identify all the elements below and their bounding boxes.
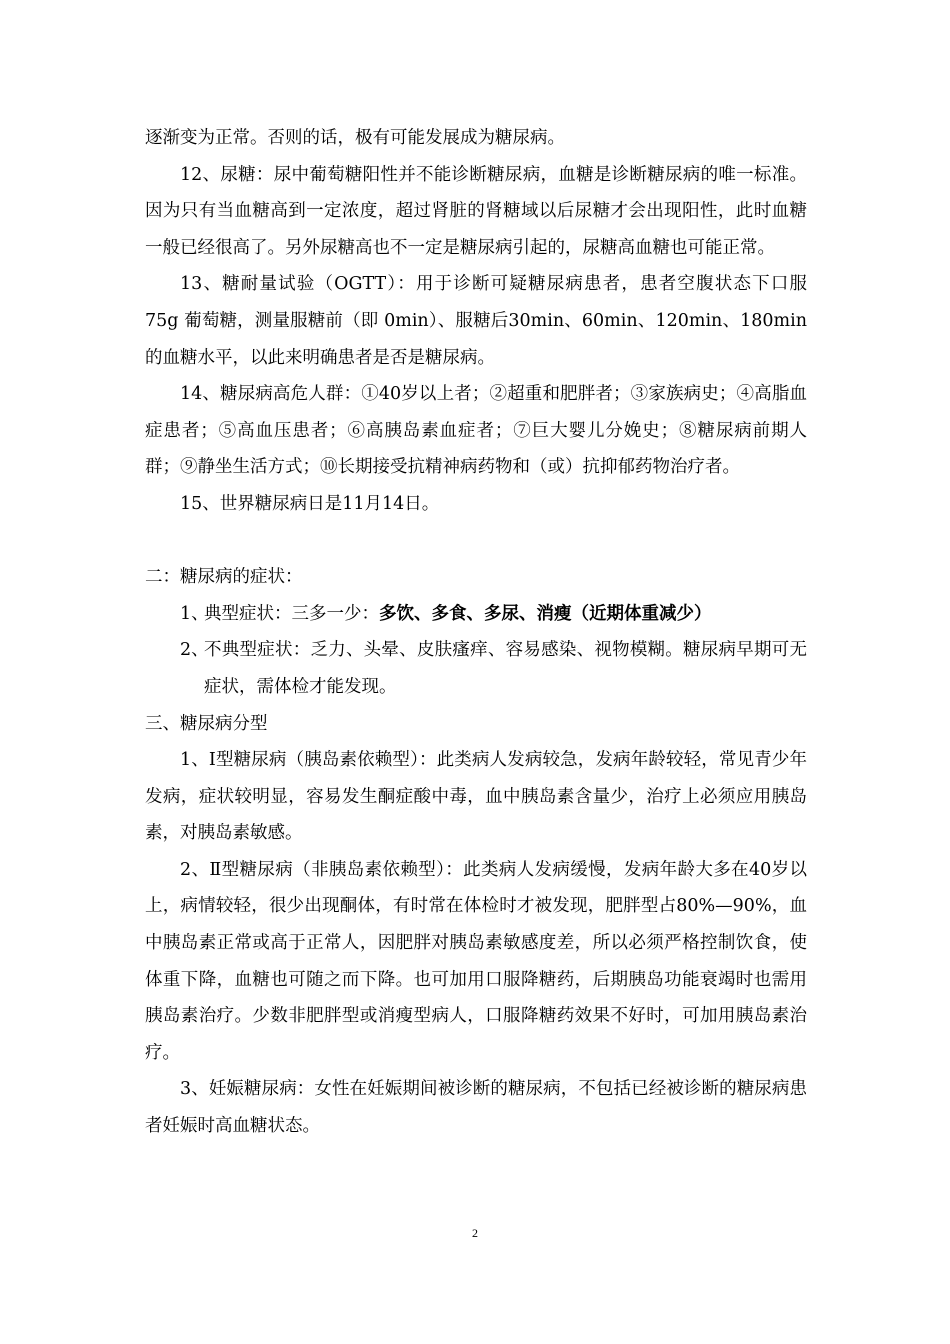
symptom-text: 不典型症状：乏力、头晕、皮肤瘙痒、容易感染、视物模糊。糖尿病早期可无症状，需体检才能发现。 bbox=[204, 640, 807, 697]
symptom-item-typical bbox=[145, 596, 807, 633]
list-number: 1、 bbox=[180, 603, 209, 624]
symptom-label: 典型症状：三多一少： bbox=[204, 603, 379, 624]
section-heading-types: 三、糖尿病分型 bbox=[145, 713, 268, 734]
symptom-item-atypical bbox=[145, 632, 807, 705]
list-number: 2、 bbox=[180, 640, 209, 661]
section-heading-symptoms: 二：糖尿病的症状： bbox=[145, 567, 303, 588]
paragraph-type-1: 1、Ⅰ型糖尿病（胰岛素依赖型）：此类病人发病较急，发病年龄较轻，常见青少年发病，症状较明显，容易发生酮症酸中毒，血中胰岛素含量少，治疗上必须应用胰岛素，对胰岛素敏感。 bbox=[145, 750, 807, 844]
symptom-emphasis: 多饮、多食、多尿、消瘦（近期体重减少） bbox=[379, 603, 712, 624]
paragraph-item-15: 15、世界糖尿病日是11月14日。 bbox=[180, 493, 440, 514]
paragraph-item-14: 14、糖尿病高危人群：①40岁以上者；②超重和肥胖者；③家族病史；④高脂血症患者；⑤高血压患者；⑥高胰岛素血症者；⑦巨大婴儿分娩史；⑧糖尿病前期人群；⑨静坐生活方式；⑩长期接受抗精神病药物和（或）抗抑郁药物治疗者。 bbox=[145, 384, 807, 478]
paragraph-intro: 逐渐变为正常。否则的话，极有可能发展成为糖尿病。 bbox=[145, 128, 565, 148]
document-body bbox=[145, 120, 807, 1145]
paragraph-item-13: 13、糖耐量试验（OGTT）：用于诊断可疑糖尿病患者，患者空腹状态下口服 75g 葡萄糖，测量服糖前（即 0min）、服糖后30min、60min、120min、180min的血糖水平，以此来明确患者是否是糖尿病。 bbox=[145, 274, 807, 368]
paragraph-type-3: 3、妊娠糖尿病：女性在妊娠期间被诊断的糖尿病，不包括已经被诊断的糖尿病患者妊娠时高血糖状态。 bbox=[145, 1079, 807, 1137]
blank-line bbox=[145, 523, 807, 560]
paragraph-type-2: 2、Ⅱ型糖尿病（非胰岛素依赖型）：此类病人发病缓慢，发病年龄大多在40岁以上，病情较轻，很少出现酮体，有时常在体检时才被发现，肥胖型占80%—90%，血中胰岛素正常或高于正常人，因肥胖对胰岛素敏感度差，所以必须严格控制饮食，使体重下降，血糖也可随之而下降。也可加用口服降糖药，后期胰岛功能衰竭时也需用胰岛素治疗。少数非肥胖型或消瘦型病人，口服降糖药效果不好时，可加用胰岛素治疗。 bbox=[145, 859, 807, 1063]
paragraph-item-12: 12、尿糖：尿中葡萄糖阳性并不能诊断糖尿病，血糖是诊断糖尿病的唯一标准。因为只有当血糖高到一定浓度，超过肾脏的肾糖域以后尿糖才会出现阳性，此时血糖一般已经很高了。另外尿糖高也不一定是糖尿病引起的，尿糖高血糖也可能正常。 bbox=[145, 164, 807, 258]
page-number: 2 bbox=[472, 1226, 478, 1240]
